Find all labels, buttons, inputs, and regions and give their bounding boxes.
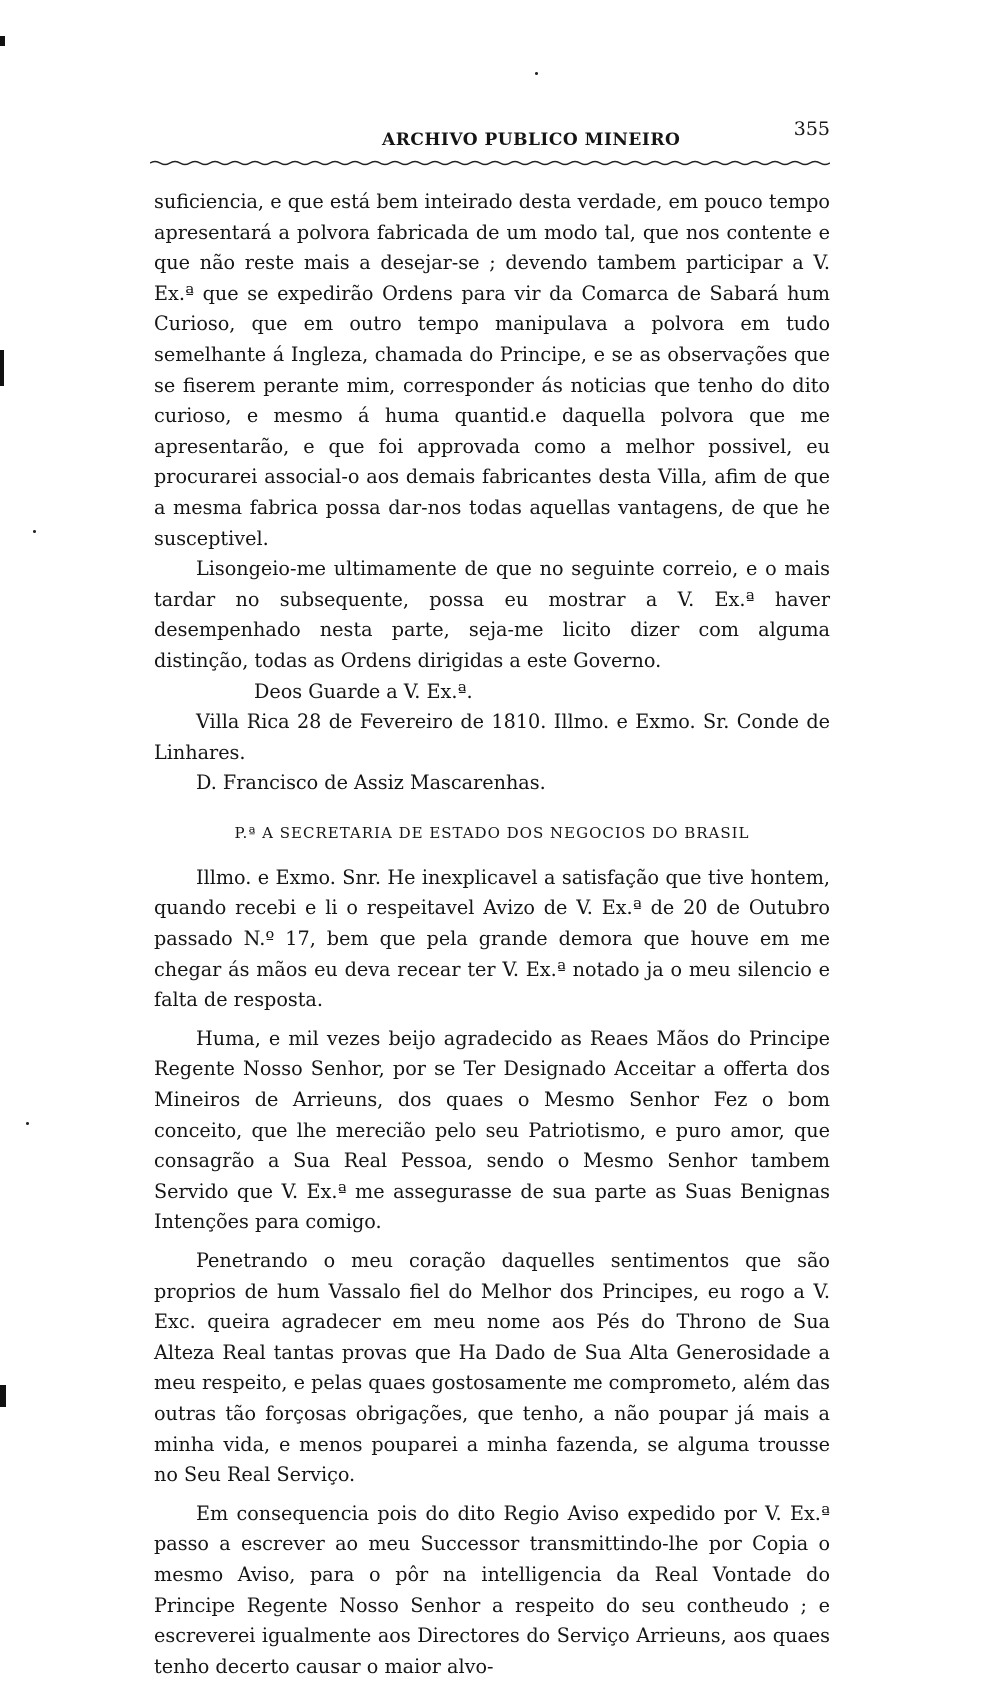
paragraph: Penetrando o meu coração daquelles sentimentos que são proprios de hum Vassalo fiel do Melhor dos Principes, eu rogo a V. Exc. queira agradecer em meu nome aos Pés do Throno de Sua Alteza Real tantas provas que Ha Dado de Sua Alta Generosidade a meu respeito, e pelas quaes gostosamente me comprometo, além das outras tão forçosas obrigações, que tenho, a não poupar já mais a minha vida, e menos pouparei a minha fazenda, se alguma trousse no Seu Real Serviço. [154,1249,830,1487]
paragraph: suficiencia, e que está bem inteirado desta verdade, em pouco tempo apresentará a polvora fabricada de um modo tal, que nos contente e que não reste mais a desejar-se ; devendo tambem participar a V. Ex.ª que se expedirão Ordens para vir da Comarca de Sabará hum Curioso, que em outro tempo manipulava a polvora em tudo semelhante á Ingleza, chamada do Principe, e se as observações que se fiserem perante mim, corresponder ás noticias que tenho do dito curioso, e mesmo á huma quantid.e daquella polvora que me apresentarão, e que foi approvada como a melhor possivel, eu procurarei associal-o aos demais fabricantes desta Villa, afim de que a mesma fabrica possa dar-nos todas aquellas vantagens, de que he susceptivel. [154,190,830,550]
page-number: 355 [793,118,830,140]
scan-speck [26,1122,29,1125]
paragraph: Lisongeio-me ultimamente de que no seguinte correio, e o mais tardar no subsequente, possa eu mostrar a V. Ex.ª haver desempenhado nesta parte, seja-me licito dizer com alguma distinção, todas as Ordens dirigidas a este Governo. [154,557,830,672]
paragraph: Em consequencia pois do dito Regio Aviso expedido por V. Ex.ª passo a escrever ao meu Successor transmittindo-lhe por Copia o mesmo Aviso, para o pôr na intelligencia da Real Vontade do Principe Regente Nosso Senhor a respeito do seu contheudo ; e escreverei igualmente aos Directores do Serviço Arrieuns, aos quaes tenho decerto causar o maior alvo- [154,1501,830,1678]
running-title: ARCHIVO PUBLICO MINEIRO [382,130,681,150]
page-header [150,118,830,158]
scan-speck [33,530,36,533]
paragraph: Huma, e mil vezes beijo agradecido as Reaes Mãos do Principe Regente Nosso Senhor, por se Ter Designado Acceitar a offerta dos Mineiros de Arrieuns, dos quaes o Mesmo Senhor Fez o bom conceito, que lhe merecião pelo seu Patriotismo, e puro amor, que consagrão a Sua Real Pessoa, sendo o Mesmo Senhor tambem Servido que V. Ex.ª me assegurasse de sua parte as Suas Benignas Intenções para comigo. [154,1026,830,1234]
scan-edge-mark [0,350,4,386]
dateline: Villa Rica 28 de Fevereiro de 1810. Illmo. e Exmo. Sr. Conde de Linhares. [154,710,830,764]
scan-edge-mark [0,36,5,46]
signature-line: D. Francisco de Assiz Mascarenhas. [196,771,546,795]
paragraph: Illmo. e Exmo. Snr. He inexplicavel a satisfação que tive hontem, quando recebi e li o respeitavel Avizo de V. Ex.ª de 20 de Outubro passado N.º 17, bem que pela grande demora que houve em me chegar ás mãos eu deva recear ter V. Ex.ª notado ja o meu silencio e falta de resposta. [154,865,830,1012]
scan-edge-mark [0,1385,6,1407]
section-heading: P.ª A SECRETARIA DE ESTADO DOS NEGOCIOS DO BRASIL [234,823,750,842]
body-text [154,187,830,1682]
closing-salutation: Deos Guarde a V. Ex.ª. [254,679,473,703]
wavy-rule [150,160,830,166]
scan-speck [535,72,538,75]
